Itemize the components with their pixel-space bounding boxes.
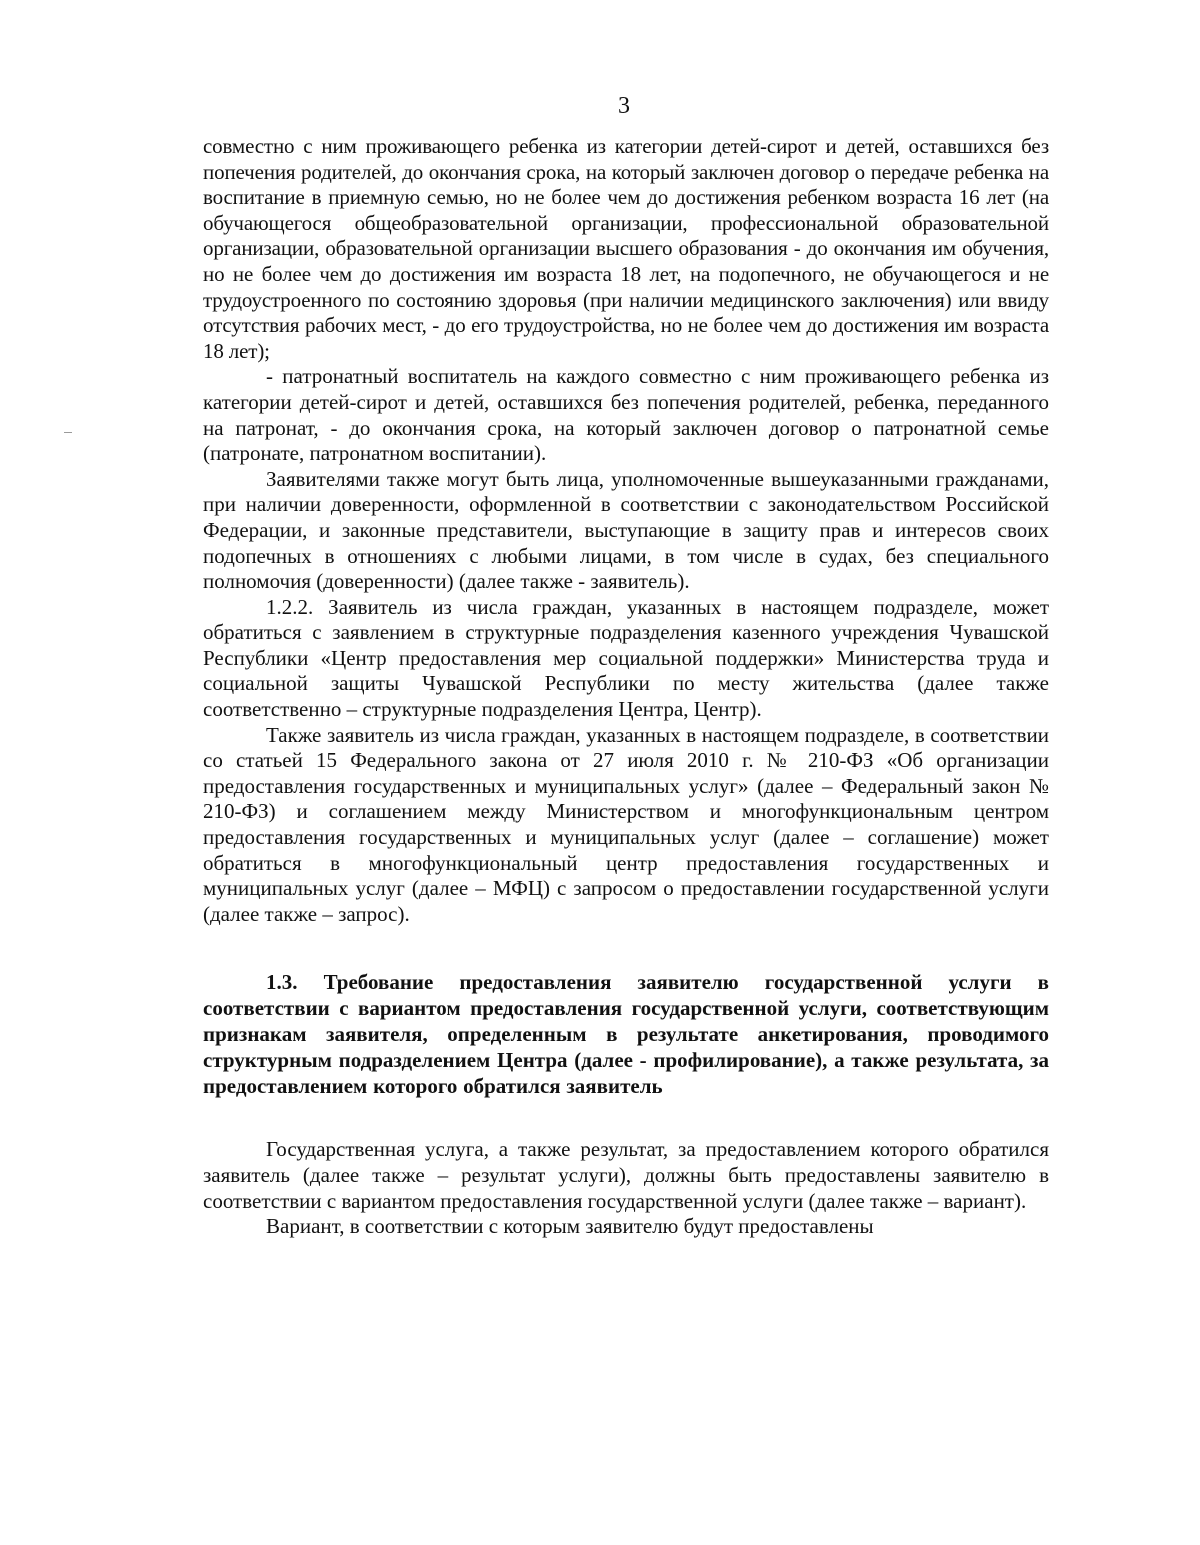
document-body bbox=[203, 134, 1049, 1240]
paragraph-mfc: Также заявитель из числа граждан, указанных в настоящем подразделе, в соответствии со статьей 15 Федерального закона от 27 июля 2010 г. № 210-ФЗ «Об организации предоставления государственных и муниципальных услуг» (далее – Федеральный закон № 210-ФЗ) и соглашением между Министерством и многофункциональным центром предоставления государственных и муниципальных услуг (далее – соглашение) может обратиться в многофункциональный центр предоставления государственных и муниципальных услуг (далее – МФЦ) с запросом о предоставлении государственной услуги (далее также – запрос). bbox=[203, 722, 1049, 926]
paragraph-1-2-2: 1.2.2. Заявитель из числа граждан, указанных в настоящем подразделе, может обратиться с заявлением в структурные подразделения казенного учреждения Чувашской Республики «Центр предоставления мер социальной поддержки» Министерства труда и социальной защиты Чувашской Республики по месту жительства (далее также соответственно – структурные подразделения Центра, Центр). bbox=[203, 594, 1049, 722]
page-number: 3 bbox=[618, 93, 630, 119]
paragraph-continuation: совместно с ним проживающего ребенка из категории детей-сирот и детей, оставшихся без попечения родителей, до окончания срока, на который заключен договор о передаче ребенка на воспитание в приемную семью, но не более чем до достижения ребенком возраста 16 лет (на обучающегося общеобразовательной организации, профессиональной образовательной организации, образовательной организации высшего образования - до окончания им обучения, но не более чем до достижения им возраста 18 лет, на подопечного, не обучающегося и не трудоустроенного по состоянию здоровья (при наличии медицинского заключения) или ввиду отсутствия рабочих мест, - до его трудоустройства, но не более чем до достижения им возраста 18 лет); bbox=[203, 134, 1049, 363]
paragraph-variant-start: Вариант, в соответствии с которым заявителю будут предоставлены bbox=[266, 1214, 874, 1239]
margin-mark bbox=[64, 432, 72, 433]
paragraph-service-variant: Государственная услуга, а также результат, за предоставлением которого обратился заявитель (далее также – результат услуги), должны быть предоставлены заявителю в соответствии с вариантом предоставления государственной услуги (далее также – вариант). bbox=[203, 1137, 1049, 1213]
section-heading-1-3: 1.3. Требование предоставления заявителю государственной услуги в соответствии с вариантом предоставления государственной услуги, соответствующим признакам заявителя, определенным в результате анкетирования, проводимого структурным подразделением Центра (далее - профилирование), а также результата, за предоставлением которого обратился заявитель bbox=[203, 970, 1049, 1099]
paragraph-foster-educator: - патронатный воспитатель на каждого совместно с ним проживающего ребенка из категории детей-сирот и детей, оставшихся без попечения родителей, ребенка, переданного на патронат, - до окончания срока, на который заключен договор о патронатной семье (патронате, патронатном воспитании). bbox=[203, 364, 1049, 466]
paragraph-authorized-persons: Заявителями также могут быть лица, уполномоченные вышеуказанными гражданами, при наличии доверенности, оформленной в соответствии с законодательством Российской Федерации, и законные представители, выступающие в защиту прав и интересов своих подопечных в отношениях с любыми лицами, в том числе в судах, без специального полномочия (доверенности) (далее также - заявитель). bbox=[203, 466, 1049, 594]
